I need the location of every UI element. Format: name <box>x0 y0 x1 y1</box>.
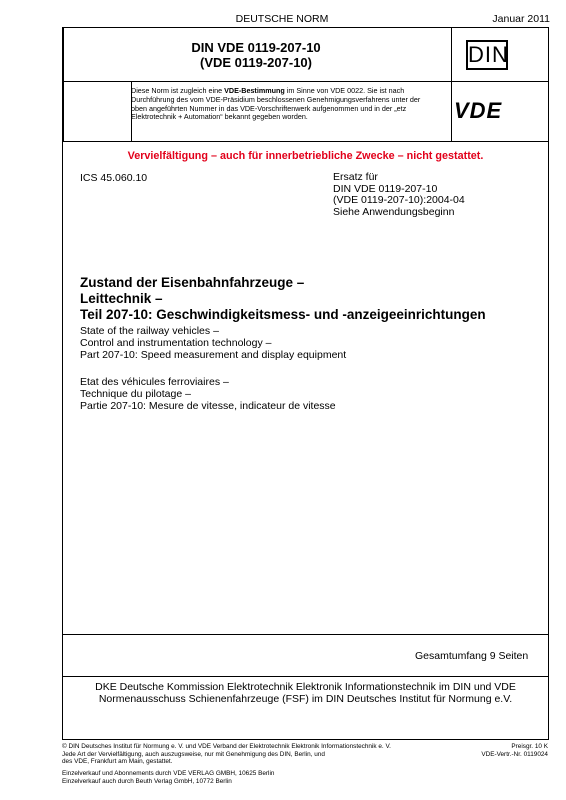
title-french: Etat des véhicules ferroviaires – Technique du pilotage – Partie 207-10: Mesure de vitesse, indicateur de vitesse <box>80 376 336 412</box>
din-logo: DIN <box>466 40 508 70</box>
committee-info: DKE Deutsche Kommission Elektrotechnik Elektronik Informationstechnik im DIN und VDE Normenausschuss Schienenfahrzeuge (FSF) im DIN Deutsches Institut für Normung e.V. <box>95 681 516 705</box>
document-number: DIN VDE 0119-207-10 <box>191 40 321 55</box>
divider <box>63 634 548 635</box>
title-english: State of the railway vehicles – Control and instrumentation technology – Part 207-10: Speed measurement and display equipment <box>80 325 347 361</box>
copyright-notice: © DIN Deutsches Institut für Normung e. V. und VDE Verband der Elektrotechnik Elektronik Informationstechnik e. V. Jede Art der Vervielfältigung, auch auszugsweise, nur mit Genehmigung des DIN, Berlin, und des VDE, Frankfurt am Main, gestattet. <box>62 743 391 766</box>
copy-warning: Vervielfältigung – auch für innerbetriebliche Zwecke – nicht gestattet. <box>127 150 484 162</box>
norm-label: DEUTSCHE NORM <box>235 13 329 25</box>
total-pages: Gesamtumfang 9 Seiten <box>415 650 529 662</box>
vde-number: (VDE 0119-207-10) <box>199 55 312 70</box>
issue-date: Januar 2011 <box>492 13 550 25</box>
sales-info: Einzelverkauf und Abonnements durch VDE VERLAG GMBH, 10625 Berlin Einzelverkauf auch durch Beuth Verlag GmbH, 10772 Berlin <box>62 770 275 786</box>
ics-code: ICS 45.060.10 <box>80 172 148 184</box>
replacement-info: Ersatz für DIN VDE 0119-207-10 (VDE 0119-207-10):2004-04 Siehe Anwendungsbeginn <box>333 171 465 218</box>
vde-note: Diese Norm ist zugleich eine VDE-Bestimmung im Sinne von VDE 0022. Sie ist nach Durchführung des vom VDE-Präsidium beschlossenen Genehmigungsverfahrens unter der oben angeführten Nummer in das VDE-Vorschriftenwerk aufgenommen und in der „etz Elektrotechnik + Automation“ bekannt gegeben worden. <box>131 86 421 122</box>
vde-logo: VDE <box>454 98 503 123</box>
divider <box>63 141 548 142</box>
price-info: Preisgr. 10 K VDE-Vertr.-Nr. 0119024 <box>481 743 548 758</box>
divider <box>63 81 548 82</box>
divider <box>63 676 548 677</box>
title-german: Zustand der Eisenbahnfahrzeuge – Leittechnik – Teil 207-10: Geschwindigkeitsmess- und -anzeigeeinrichtungen <box>80 275 486 322</box>
divider <box>451 28 452 141</box>
